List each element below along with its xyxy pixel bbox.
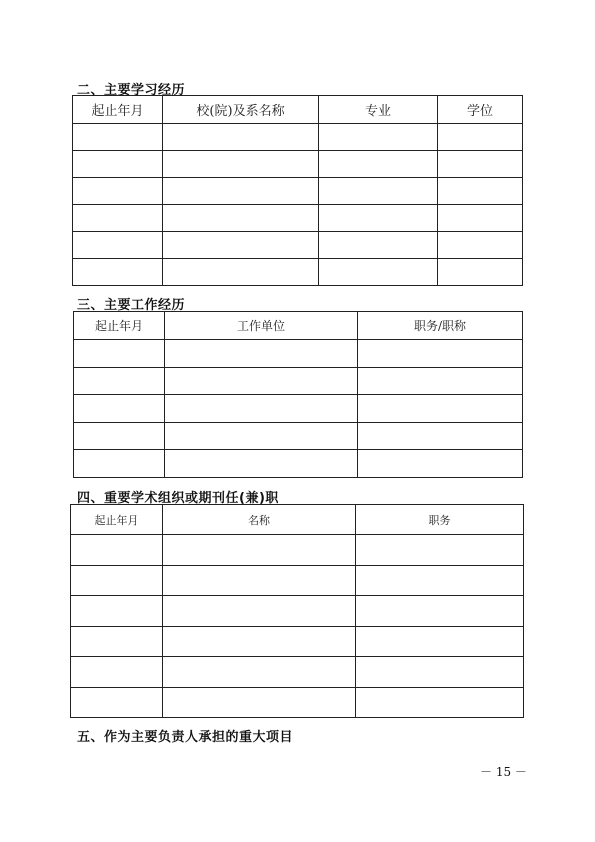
header-cell: 专业 <box>319 96 438 124</box>
table-row <box>74 422 523 450</box>
table-header-row <box>73 96 523 124</box>
page-number: － 15 － <box>480 765 527 779</box>
table-cell[interactable] <box>356 596 524 627</box>
education-table <box>72 95 523 286</box>
table-cell[interactable] <box>163 687 356 718</box>
table-row <box>71 657 524 688</box>
header-cell: 起止年月 <box>73 96 163 124</box>
table-row <box>71 687 524 718</box>
table-cell[interactable] <box>74 395 165 423</box>
table-cell[interactable] <box>163 259 319 286</box>
table-cell[interactable] <box>319 232 438 259</box>
table-cell[interactable] <box>73 205 163 232</box>
table-cell[interactable] <box>163 178 319 205</box>
table-cell[interactable] <box>163 596 356 627</box>
table-cell[interactable] <box>71 596 163 627</box>
header-cell: 学位 <box>438 96 523 124</box>
table-cell[interactable] <box>74 367 165 395</box>
table-cell[interactable] <box>163 535 356 566</box>
table-cell[interactable] <box>71 657 163 688</box>
table-row <box>73 232 523 259</box>
table-row <box>73 151 523 178</box>
table-row <box>73 259 523 286</box>
table-cell[interactable] <box>74 450 165 478</box>
table-cell[interactable] <box>358 395 523 423</box>
table-cell[interactable] <box>356 687 524 718</box>
table-row <box>73 124 523 151</box>
header-cell: 职务/职称 <box>358 312 523 340</box>
table-header-row <box>71 505 524 535</box>
table-cell[interactable] <box>71 565 163 596</box>
table-cell[interactable] <box>163 124 319 151</box>
table-row <box>74 340 523 368</box>
table-cell[interactable] <box>73 178 163 205</box>
table-cell[interactable] <box>163 232 319 259</box>
table-cell[interactable] <box>319 259 438 286</box>
header-cell: 起止年月 <box>71 505 163 535</box>
table-cell[interactable] <box>163 626 356 657</box>
header-cell: 职务 <box>356 505 524 535</box>
table-cell[interactable] <box>163 151 319 178</box>
table-cell[interactable] <box>74 422 165 450</box>
table-row <box>71 596 524 627</box>
table-cell[interactable] <box>438 178 523 205</box>
table-cell[interactable] <box>356 565 524 596</box>
table-cell[interactable] <box>438 259 523 286</box>
table-cell[interactable] <box>165 395 358 423</box>
table-cell[interactable] <box>165 340 358 368</box>
table-cell[interactable] <box>319 205 438 232</box>
header-cell: 名称 <box>163 505 356 535</box>
table-cell[interactable] <box>73 124 163 151</box>
table-cell[interactable] <box>73 151 163 178</box>
table-row <box>71 565 524 596</box>
header-cell: 校(院)及系名称 <box>163 96 319 124</box>
header-cell: 工作单位 <box>165 312 358 340</box>
table-cell[interactable] <box>358 340 523 368</box>
work-table <box>73 311 523 478</box>
table-row <box>73 178 523 205</box>
table-cell[interactable] <box>73 259 163 286</box>
table-row <box>74 367 523 395</box>
table-cell[interactable] <box>438 124 523 151</box>
table-row <box>74 450 523 478</box>
table-row <box>71 626 524 657</box>
table-cell[interactable] <box>165 367 358 395</box>
table-cell[interactable] <box>73 232 163 259</box>
table-row <box>74 395 523 423</box>
section-title-education: 二、主要学习经历 <box>77 83 186 98</box>
table-cell[interactable] <box>163 205 319 232</box>
table-cell[interactable] <box>319 151 438 178</box>
table-cell[interactable] <box>74 340 165 368</box>
table-cell[interactable] <box>438 205 523 232</box>
section-title-academic-positions: 四、重要学术组织或期刊任(兼)职 <box>77 491 279 506</box>
table-cell[interactable] <box>356 657 524 688</box>
table-cell[interactable] <box>71 687 163 718</box>
table-cell[interactable] <box>358 450 523 478</box>
table-cell[interactable] <box>319 124 438 151</box>
table-cell[interactable] <box>165 450 358 478</box>
table-cell[interactable] <box>71 626 163 657</box>
table-cell[interactable] <box>71 535 163 566</box>
table-header-row <box>74 312 523 340</box>
table-row <box>71 535 524 566</box>
table-cell[interactable] <box>356 626 524 657</box>
table-cell[interactable] <box>358 422 523 450</box>
table-cell[interactable] <box>165 422 358 450</box>
section-title-work: 三、主要工作经历 <box>77 298 186 313</box>
table-cell[interactable] <box>438 232 523 259</box>
table-cell[interactable] <box>438 151 523 178</box>
table-cell[interactable] <box>319 178 438 205</box>
table-cell[interactable] <box>163 565 356 596</box>
table-row <box>73 205 523 232</box>
academic-positions-table <box>70 504 524 718</box>
section-title-major-projects: 五、作为主要负责人承担的重大项目 <box>77 730 294 745</box>
table-cell[interactable] <box>163 657 356 688</box>
header-cell: 起止年月 <box>74 312 165 340</box>
table-cell[interactable] <box>356 535 524 566</box>
table-cell[interactable] <box>358 367 523 395</box>
